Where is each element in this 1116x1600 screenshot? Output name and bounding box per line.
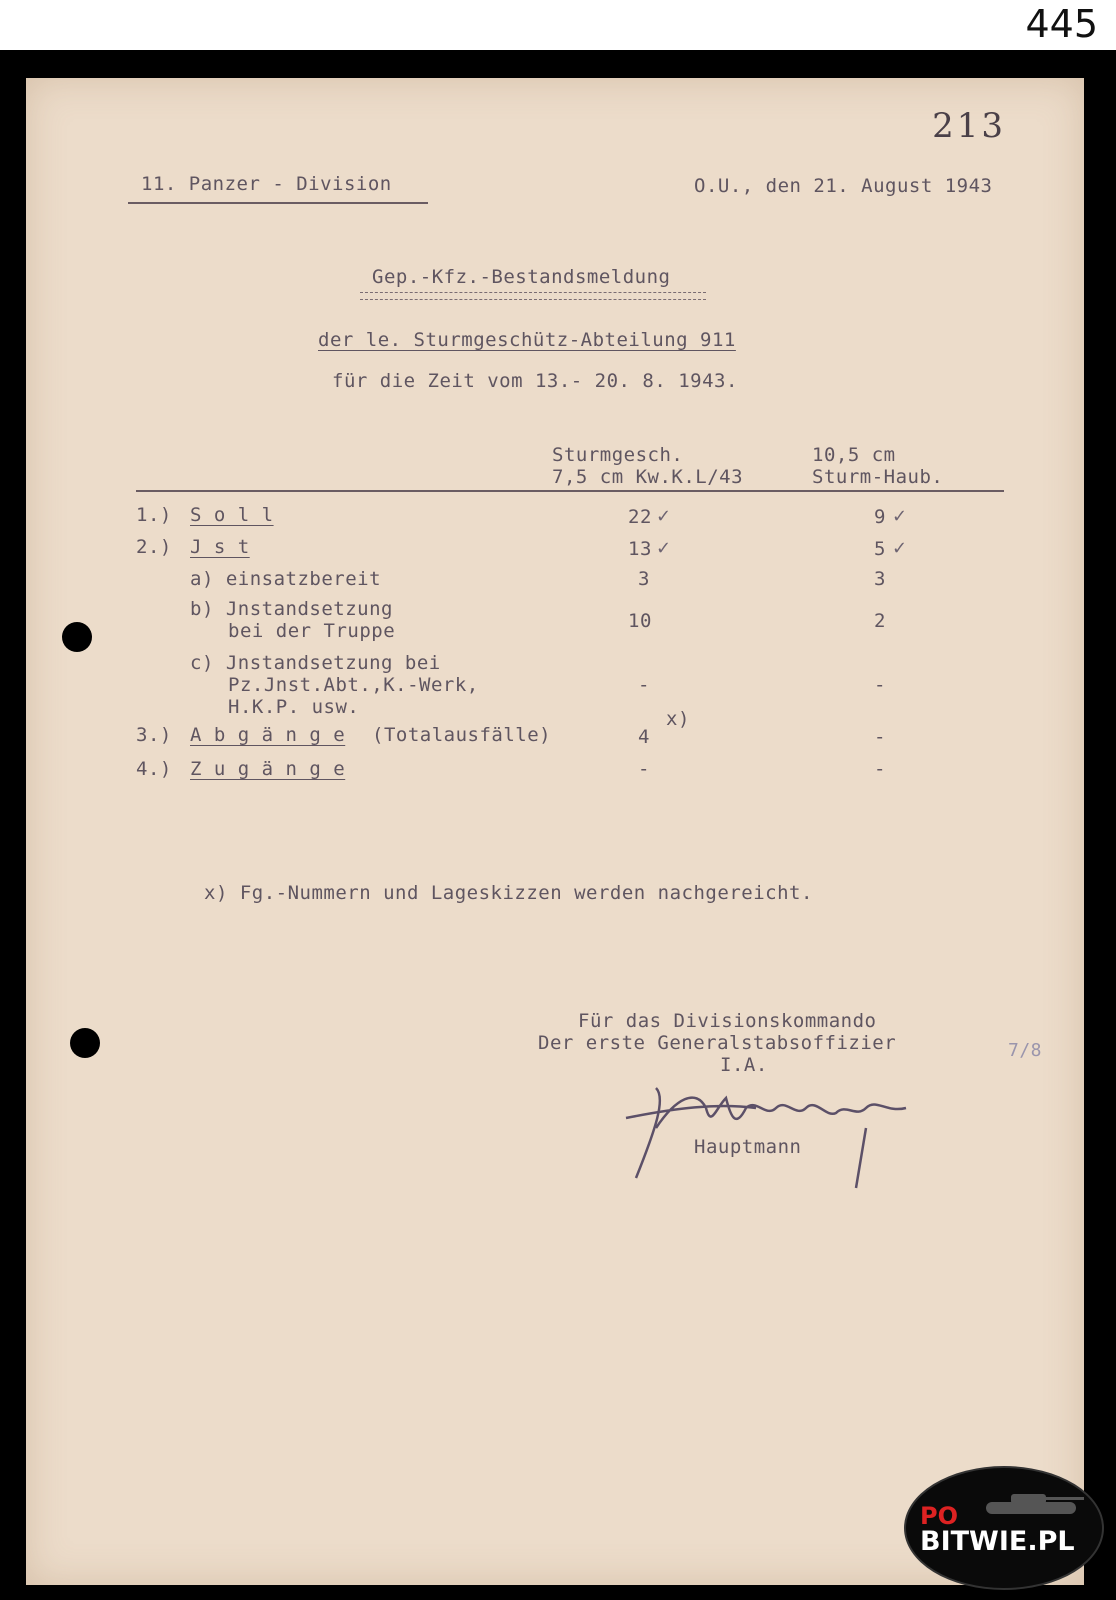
row-c-label-line1: c) Jnstandsetzung bei <box>190 652 441 674</box>
tank-icon <box>976 1486 1086 1520</box>
row-b-label-line2: bei der Truppe <box>228 620 396 642</box>
top-bar <box>0 0 1116 50</box>
signature-line1: Für das Divisionskommando <box>578 1010 877 1032</box>
row-b-label-line1: b) Jnstandsetzung <box>190 598 393 620</box>
brand-top: PO <box>920 1502 958 1530</box>
row-c-col2: - <box>874 674 886 696</box>
handwritten-signature <box>616 1068 936 1198</box>
col2-header-line2: Sturm-Haub. <box>812 466 944 488</box>
row-a-label: a) einsatzbereit <box>190 568 382 590</box>
header-rule <box>136 490 1004 492</box>
row-c-label-line2: Pz.Jnst.Abt.,K.-Werk, <box>228 674 479 696</box>
row1-col1: 22 <box>628 506 652 528</box>
row-c-col1: - <box>638 674 650 696</box>
document-page <box>26 78 1084 1585</box>
row2-col2: 5 <box>874 538 886 560</box>
row3-footnote-mark: x) <box>666 708 690 730</box>
row3-col2: - <box>874 726 886 748</box>
margin-note: 7/8 <box>1008 1040 1043 1061</box>
signature-line2: Der erste Generalstabsoffizier <box>538 1032 897 1054</box>
archive-stamp-number: 213 <box>932 106 1006 146</box>
brand-bottom: BITWIE.PL <box>920 1526 1075 1557</box>
signature-rank: Hauptmann <box>694 1136 802 1158</box>
unit-name: 11. Panzer - Division <box>141 173 392 195</box>
punch-hole <box>70 1028 100 1058</box>
row3-number: 3.) <box>136 724 172 746</box>
reporting-period: für die Zeit vom 13.- 20. 8. 1943. <box>332 370 738 392</box>
row-b-col1: 10 <box>628 610 652 632</box>
title-double-underline <box>360 292 706 300</box>
signature-line3: I.A. <box>720 1054 768 1076</box>
row3-label: A b g ä n g e <box>190 724 346 746</box>
col1-header-line1: Sturmgesch. <box>552 444 684 466</box>
row2-label: J s t <box>190 536 250 558</box>
row2-col1: 13 <box>628 538 652 560</box>
row1-label: S o l l <box>190 504 274 526</box>
row1-col2: 9 <box>874 506 886 528</box>
check-mark-icon: ✓ <box>892 506 908 527</box>
row-c-label-line3: H.K.P. usw. <box>228 696 360 718</box>
row1-number: 1.) <box>136 504 172 526</box>
row-a-col2: 3 <box>874 568 886 590</box>
punch-hole <box>62 622 92 652</box>
row3-label-extra: (Totalausfälle) <box>372 724 552 746</box>
watermark-logo <box>904 1466 1104 1590</box>
unit-underline <box>128 202 428 204</box>
row4-col2: - <box>874 758 886 780</box>
row2-number: 2.) <box>136 536 172 558</box>
document-subtitle: der le. Sturmgeschütz-Abteilung 911 <box>318 329 736 351</box>
document-title: Gep.-Kfz.-Bestandsmeldung <box>372 266 671 288</box>
col1-header-line2: 7,5 cm Kw.K.L/43 <box>552 466 744 488</box>
check-mark-icon: ✓ <box>892 538 908 559</box>
col2-header-line1: 10,5 cm <box>812 444 896 466</box>
row-a-col1: 3 <box>638 568 650 590</box>
check-mark-icon: ✓ <box>656 506 672 527</box>
row3-col1: 4 <box>638 726 650 748</box>
row4-number: 4.) <box>136 758 172 780</box>
place-date: O.U., den 21. August 1943 <box>694 175 993 197</box>
row4-col1: - <box>638 758 650 780</box>
check-mark-icon: ✓ <box>656 538 672 559</box>
row-b-col2: 2 <box>874 610 886 632</box>
page-number: 445 <box>1025 2 1098 46</box>
row4-label: Z u g ä n g e <box>190 758 346 780</box>
footnote: x) Fg.-Nummern und Lageskizzen werden nachgereicht. <box>204 882 813 904</box>
